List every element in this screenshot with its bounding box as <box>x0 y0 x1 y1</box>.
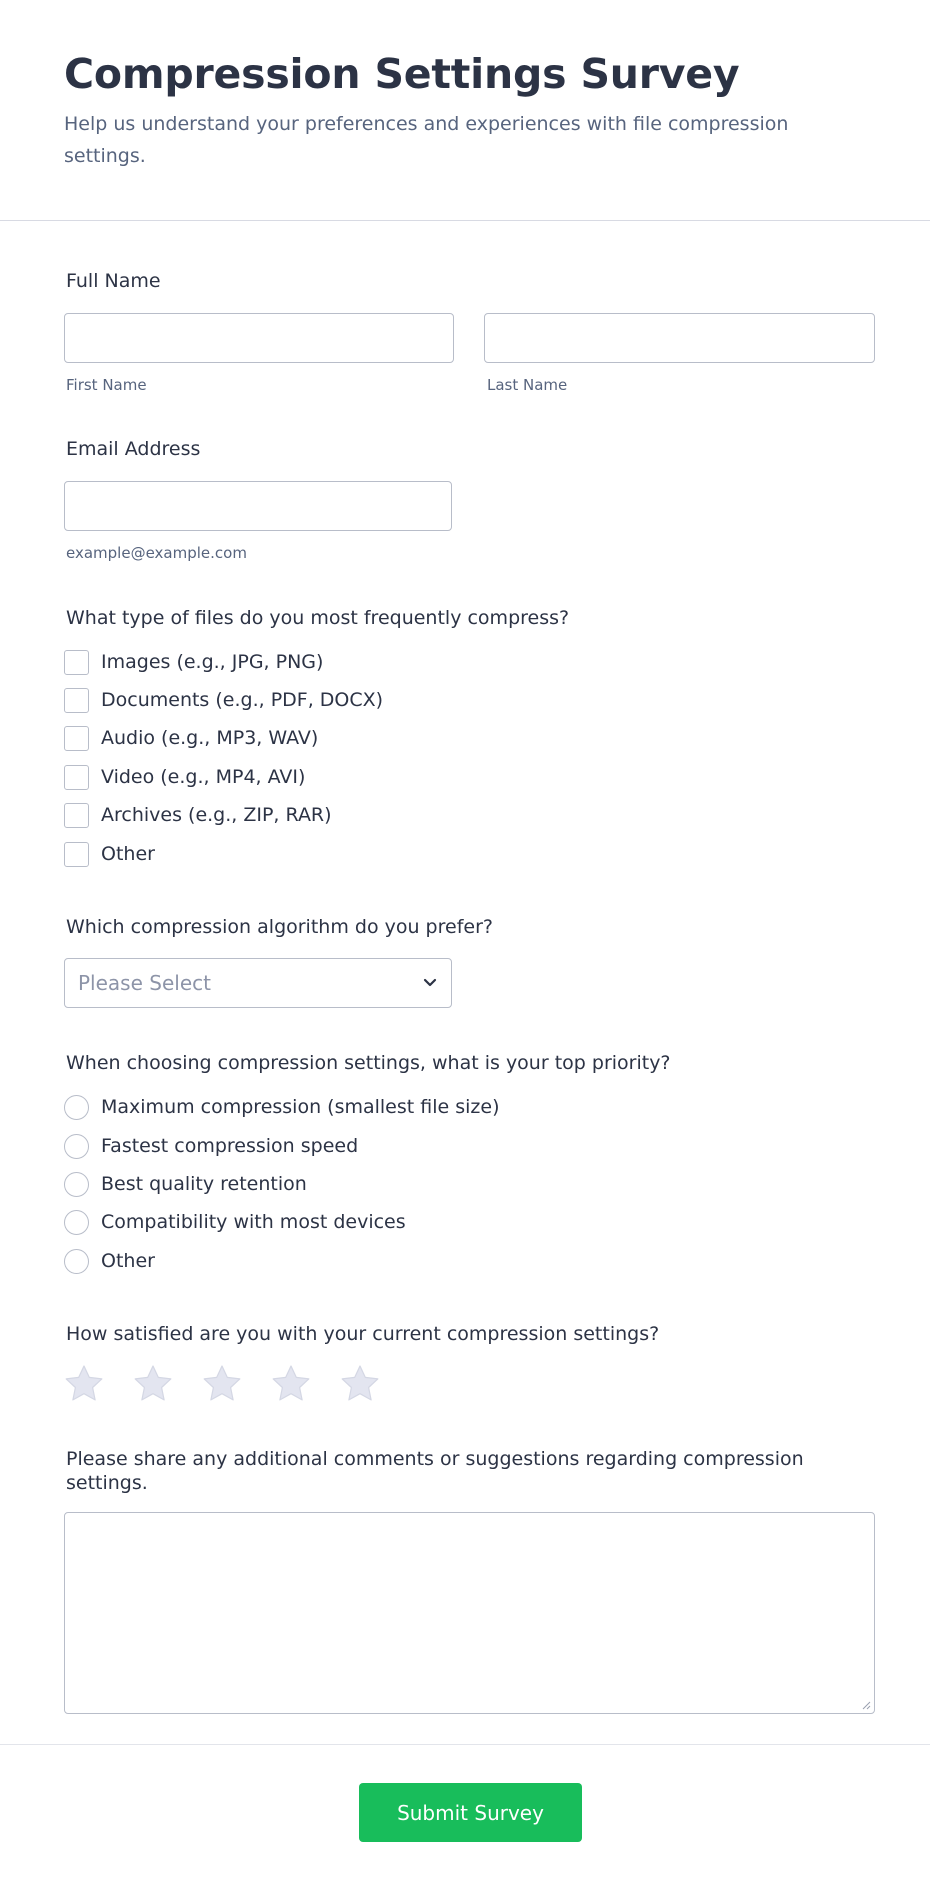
submit-button[interactable]: Submit Survey <box>359 1783 582 1842</box>
email-sublabel: example@example.com <box>66 544 247 562</box>
comments-textarea[interactable] <box>64 1512 875 1714</box>
radio-label: Other <box>101 1250 155 1272</box>
star-icon[interactable] <box>133 1364 173 1404</box>
checkbox[interactable] <box>64 803 89 828</box>
radio-label: Best quality retention <box>101 1173 307 1195</box>
checkbox-label: Archives (e.g., ZIP, RAR) <box>101 804 332 826</box>
radio-button[interactable] <box>64 1134 89 1159</box>
checkbox-label: Documents (e.g., PDF, DOCX) <box>101 689 384 711</box>
email-label: Email Address <box>66 438 201 460</box>
star-icon[interactable] <box>202 1364 242 1404</box>
radio-label: Fastest compression speed <box>101 1135 359 1157</box>
algorithm-select[interactable] <box>64 958 452 1008</box>
checkbox-label: Images (e.g., JPG, PNG) <box>101 651 324 673</box>
radio-button[interactable] <box>64 1172 89 1197</box>
star-icon[interactable] <box>340 1364 380 1404</box>
radio-label: Compatibility with most devices <box>101 1211 406 1233</box>
radio-button[interactable] <box>64 1210 89 1235</box>
checkbox-option-archives[interactable] <box>64 802 332 828</box>
form-header <box>0 0 930 221</box>
checkbox-option-video[interactable] <box>64 764 305 790</box>
select-placeholder: Please Select <box>78 971 211 995</box>
first-name-sublabel: First Name <box>66 376 147 394</box>
checkbox-option-other[interactable] <box>64 841 155 867</box>
checkbox[interactable] <box>64 688 89 713</box>
last-name-input[interactable] <box>484 313 875 363</box>
radio-button[interactable] <box>64 1249 89 1274</box>
radio-option-max-compression[interactable] <box>64 1094 500 1120</box>
checkbox[interactable] <box>64 765 89 790</box>
algorithm-question: Which compression algorithm do you prefer? <box>66 916 493 938</box>
radio-option-other[interactable] <box>64 1248 155 1274</box>
last-name-sublabel: Last Name <box>487 376 568 394</box>
chevron-down-icon <box>423 978 437 988</box>
radio-button[interactable] <box>64 1095 89 1120</box>
full-name-label: Full Name <box>66 270 161 292</box>
satisfaction-question: How satisfied are you with your current compression settings? <box>66 1323 660 1345</box>
radio-option-fastest-speed[interactable] <box>64 1133 358 1159</box>
checkbox-label: Audio (e.g., MP3, WAV) <box>101 727 319 749</box>
star-icon[interactable] <box>271 1364 311 1404</box>
checkbox-option-documents[interactable] <box>64 687 383 713</box>
checkbox[interactable] <box>64 650 89 675</box>
file-types-question: What type of files do you most frequently compress? <box>66 607 570 629</box>
first-name-input[interactable] <box>64 313 454 363</box>
radio-option-best-quality[interactable] <box>64 1171 307 1197</box>
page-title: Compression Settings Survey <box>64 50 740 98</box>
checkbox-label: Other <box>101 843 155 865</box>
radio-label: Maximum compression (smallest file size) <box>101 1096 500 1118</box>
checkbox-option-audio[interactable] <box>64 725 318 751</box>
checkbox-option-images[interactable] <box>64 649 323 675</box>
email-input[interactable] <box>64 481 452 531</box>
comments-question: Please share any additional comments or suggestions regarding compression settings. <box>66 1448 804 1494</box>
radio-option-compatibility[interactable] <box>64 1209 406 1235</box>
star-icon[interactable] <box>64 1364 104 1404</box>
priority-question: When choosing compression settings, what is your top priority? <box>66 1052 671 1074</box>
page-subtitle: Help us understand your preferences and experiences with file compression settings. <box>64 113 789 167</box>
checkbox[interactable] <box>64 726 89 751</box>
checkbox-label: Video (e.g., MP4, AVI) <box>101 766 306 788</box>
star-rating <box>64 1364 409 1404</box>
checkbox[interactable] <box>64 842 89 867</box>
resize-handle-icon[interactable] <box>861 1700 871 1710</box>
